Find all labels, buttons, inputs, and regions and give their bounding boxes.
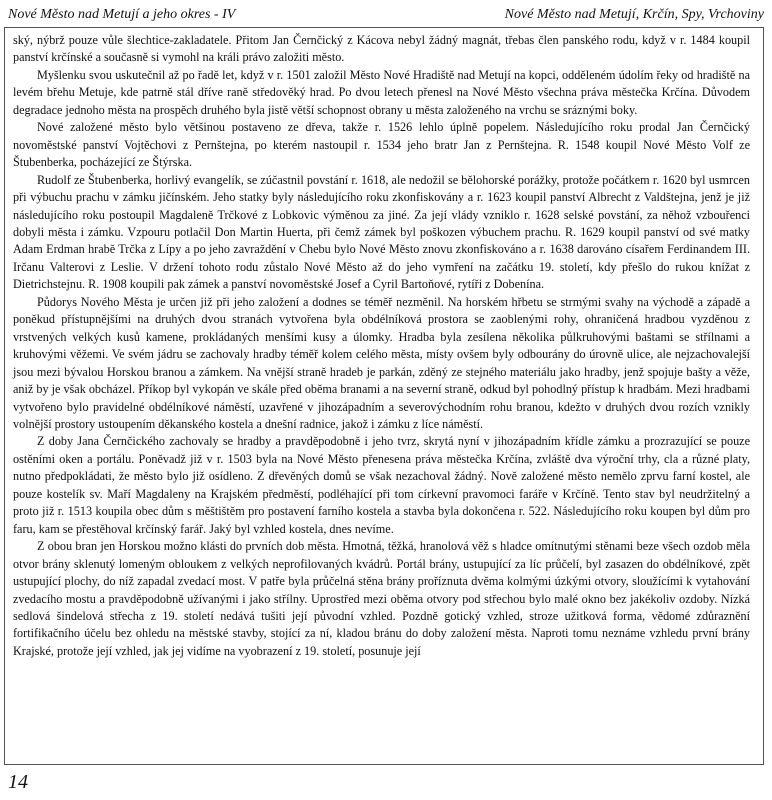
paragraph: Myšlenku svou uskutečnil až po řadě let, když v r. 1501 založil Město Nové Hradiště nad Metují na kopci, odděleném údolím řeky od hradiště na levém břehu Metuje, kde patrně stál dříve raně středověký hrad. Po dvou letech přenesl na Nové Město všechna práva městečka Krčína. Důvodem degradace jednoho města na prospěch druhého byla jistě větší schopnost obrany u města založeného na vrchu se sráznými boky. [13,67,750,117]
header-book-title: Nové Město nad Metují a jeho okres - IV [8,7,236,22]
paragraph: Z obou bran jen Horskou možno klásti do prvních dob města. Hmotná, těžká, hranolová věž s hladce omítnutými stěnami beze všech ozdob měla otvor brány sklenutý lomeným obloukem z velkých neprofilovaných kvádrů. Portál brány, ustupující za líc průčelí, byl zasazen do obdélníkové, zpět ustupující plochy, do níž zapadal zvedací most. V patře byla průčelná stěna brány proříznuta dvěma kolmými úzkými otvory, sloužícími k vytahování zvedacího mostu a pravděpodobně užívanými i jako střílny. Uprostřed mezi oběma otvory pod střechou bylo malé okno bez jakékoliv ozdoby. Nízká sedlová šindelová střecha z 19. století nedává tušiti její původní vzhled. Pozdně gotický vzhled, stroze užitková forma, vědomé zdůraznění fortifikačního účelu bez ohledu na městské stavby, stojící za ní, kladou bránu do doby založení města. Naproti tomu neznáme vzhledu první brány Krajské, protože její vzhled, jak jej vidíme na vyobrazení z 19. století, posunuje její [13,539,750,658]
header-chapter-title: Nové Město nad Metují, Krčín, Spy, Vrchoviny [504,7,764,22]
paragraph: Půdorys Nového Města je určen již při jeho založení a dodnes se téměř nezměnil. Na horském hřbetu se strmými svahy na východě a západě a poněkud přístupnějšími na druhých dvou stranách vytvořena byla obdélníková prostora se zaoblenými rohy, ohraničená hradbou vyzděnou z vrstvených velkých kusů kamene, prokládaných menšími kusy a úlomky. Hradba byla zesílena několika půlkruhovými baštami se střílnami a kruhovými věžemi. Ve svém jádru se zachovaly hradby téměř kolem celého města, místy ovšem byly odbourány do úrovně ulice, ale nejzachovalejší jsou mezi bývalou Horskou branou a zámkem. Na vnější straně hradeb je parkán, zděný ze stejného materiálu jako hradby, jenž spojuje bašty a věže, aniž by je však obcházel. Příkop byl vykopán ve skále před oběma branami a na severní straně, odkud byl pohodlný přístup k hradbám. Mezi hradbami vytvořeno bylo pravidelné obdélníkové náměstí, uzavřené v jihozápadním a severovýchodním rohu branou, kdežto v druhých dvou rozích vznikly volnější prostory ustoupením děkanského kostela a dnešní radnice, jakož i zámku z líce náměstí. [13,294,750,431]
paragraph: Z doby Jana Černčického zachovaly se hradby a pravděpodobně i jeho tvrz, skrytá nyní v jihozápadním křídle zámku a prozrazující se pouze ostěními oken a portálu. Poněvadž již v r. 1503 byla na Nové Město přenesena práva městečka Krčína, zvláště dva výroční trhy, cla a různé platy, nutno předpokládati, že město bylo již osídleno. Z dřevěných domů se však nezachoval žádný. Nově založené město nemělo zprvu farní kostel, ale pouze kostelík sv. Maří Magdaleny na Krajském předměstí, podléhající při tom církevní pravomoci faráře v Krčíně. Tento stav byl neudržitelný a proto již r. 1513 koupila obec dům s měštištěm pro postavení farního kostela a stavba byla dokončena r. 522. Následujícího roku koupen byl dům pro faru, kam se přestěhoval krčínský farář. Jaký byl vzhled kostela, dnes nevíme. [13,434,750,536]
running-header [8,4,764,28]
paragraph: Nové založené město bylo většinou postaveno ze dřeva, takže r. 1526 lehlo úplně popelem. Následujícího roku prodal Jan Černčický novoměstské panství Vojtěchovi z Pernštejna, po kterém nastoupil r. 1534 jeho bratr Jan z Pernštejna. R. 1548 koupil Nové Město Volf ze Štubenberka, pocházející ze Štýrska. [13,120,750,170]
page-number: 14 [8,771,28,793]
paragraph: ský, nýbrž pouze vůle šlechtice-zakladatele. Přitom Jan Černčický z Kácova nebyl žádný magnát, třebas člen panského rodu, když v r. 1484 koupil panství krčínské a současně si vymohl na králi právo založiti město. [13,33,750,65]
body-text [13,32,750,660]
paragraph: Rudolf ze Štubenberka, horlivý evangelík, se zúčastnil povstání r. 1618, ale nedožil se bělohorské porážky, protože počátkem r. 1620 byl usmrcen při výbuchu prachu v zámku jičínském. Jeho statky byly následujícího roku zkonfiskovány a r. 1623 koupil panství Albrecht z Valdštejna, jenž je již následujícího roku postoupil Magdaleně Trčkové z Lobkovic výměnou za jiné. Za její vlády vzniklo r. 1628 selské povstání, za něhož vzbouřenci dobyli města i zámku. Vzpouru potlačil Don Martin Huerta, při čemž zámek byl poškozen výbuchem prachu. R. 1629 koupil panství od své matky Adam Erdman hrabě Trčka z Lípy a po jeho zavraždění v Chebu bylo Nové Město znovu zkonfiskováno a r. 1638 darováno císařem Ferdinandem III. Irčanu Valterovi z Leslie. V držení tohoto rodu zůstalo Nové Město až do jeho vymření na začátku 19. století, kdy přešlo do rukou knížat z Dietrichstejnu. R. 1908 koupili pak zámek a panství novoměstské Josef a Cyril Bartoňové, rytíři z Dobenína. [13,172,750,292]
